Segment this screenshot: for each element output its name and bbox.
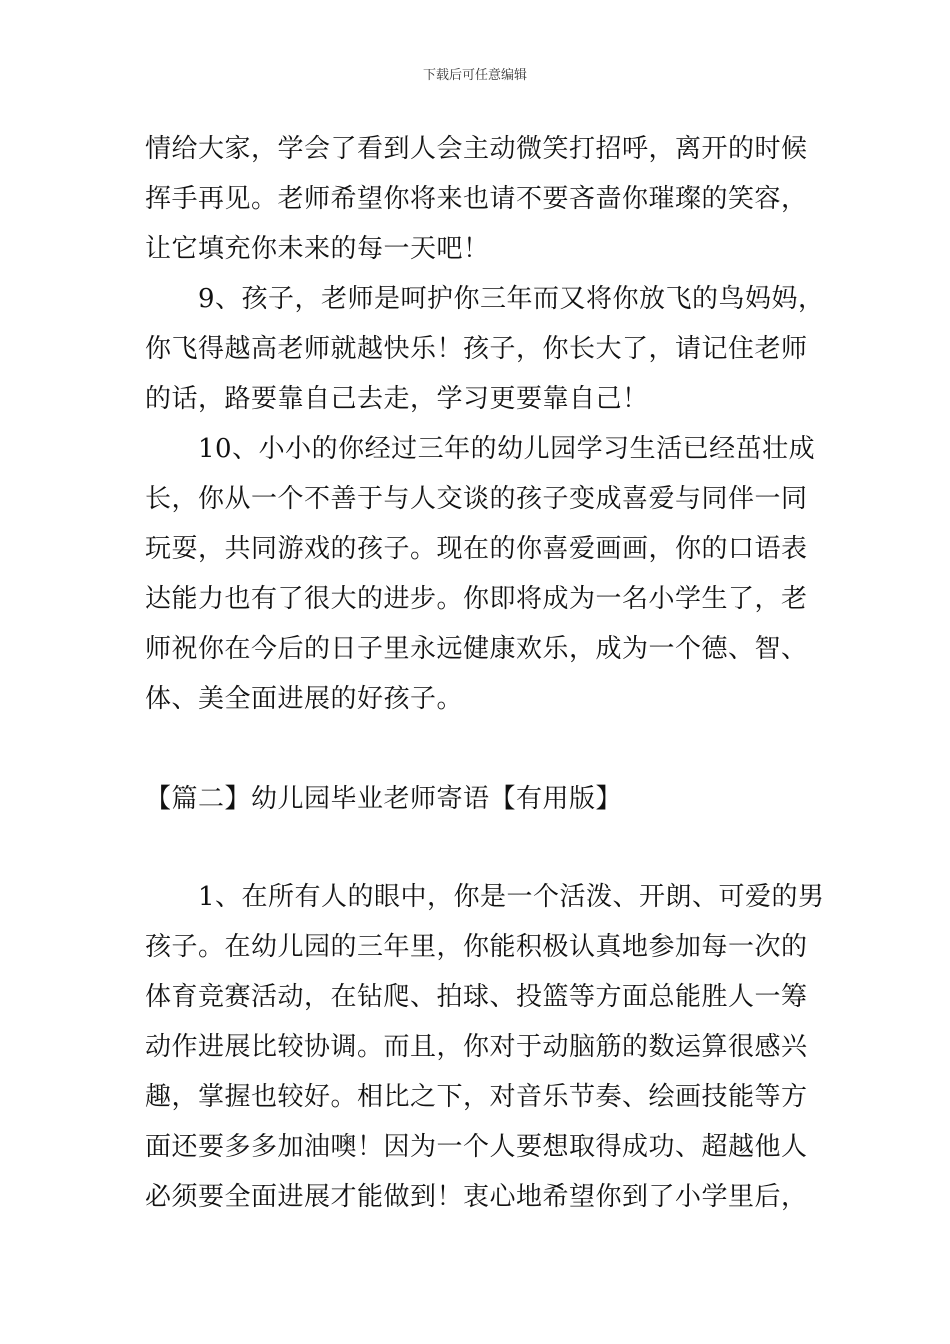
text-line: 情给大家，学会了看到人会主动微笑打招呼，离开的时候 xyxy=(145,134,808,164)
text-line: 9、孩子，老师是呵护你三年而又将你放飞的鸟妈妈， xyxy=(198,284,825,314)
text-line: 挥手再见。老师希望你将来也请不要吝啬你璀璨的笑容， xyxy=(145,184,808,214)
section-heading: 【篇二】幼儿园毕业老师寄语【有用版】 xyxy=(145,784,623,814)
text-line: 体、美全面进展的好孩子。 xyxy=(145,684,464,714)
text-line: 必须要全面进展才能做到！衷心地希望你到了小学里后， xyxy=(145,1182,808,1212)
text-line: 孩子。在幼儿园的三年里，你能积极认真地参加每一次的 xyxy=(145,932,808,962)
text-line: 1、在所有人的眼中，你是一个活泼、开朗、可爱的男 xyxy=(198,882,825,912)
text-line: 的话，路要靠自己去走，学习更要靠自己！ xyxy=(145,384,649,414)
text-line: 动作进展比较协调。而且，你对于动脑筋的数运算很感兴 xyxy=(145,1032,808,1062)
text-line: 师祝你在今后的日子里永远健康欢乐，成为一个德、智、 xyxy=(145,634,808,664)
text-line: 10、小小的你经过三年的幼儿园学习生活已经茁壮成 xyxy=(198,434,816,464)
text-line: 让它填充你未来的每一天吧！ xyxy=(145,234,490,264)
text-line: 达能力也有了很大的进步。你即将成为一名小学生了，老 xyxy=(145,584,808,614)
text-line: 体育竞赛活动，在钻爬、拍球、投篮等方面总能胜人一筹 xyxy=(145,982,808,1012)
text-line: 长，你从一个不善于与人交谈的孩子变成喜爱与同伴一同 xyxy=(145,484,808,514)
text-line: 你飞得越高老师就越快乐！孩子，你长大了，请记住老师 xyxy=(145,334,808,364)
text-line: 玩耍，共同游戏的孩子。现在的你喜爱画画，你的口语表 xyxy=(145,534,808,564)
text-line: 趣，掌握也较好。相比之下，对音乐节奏、绘画技能等方 xyxy=(145,1082,808,1112)
page-header: 下载后可任意编辑 xyxy=(422,68,527,83)
text-line: 面还要多多加油噢！因为一个人要想取得成功、超越他人 xyxy=(145,1132,808,1162)
